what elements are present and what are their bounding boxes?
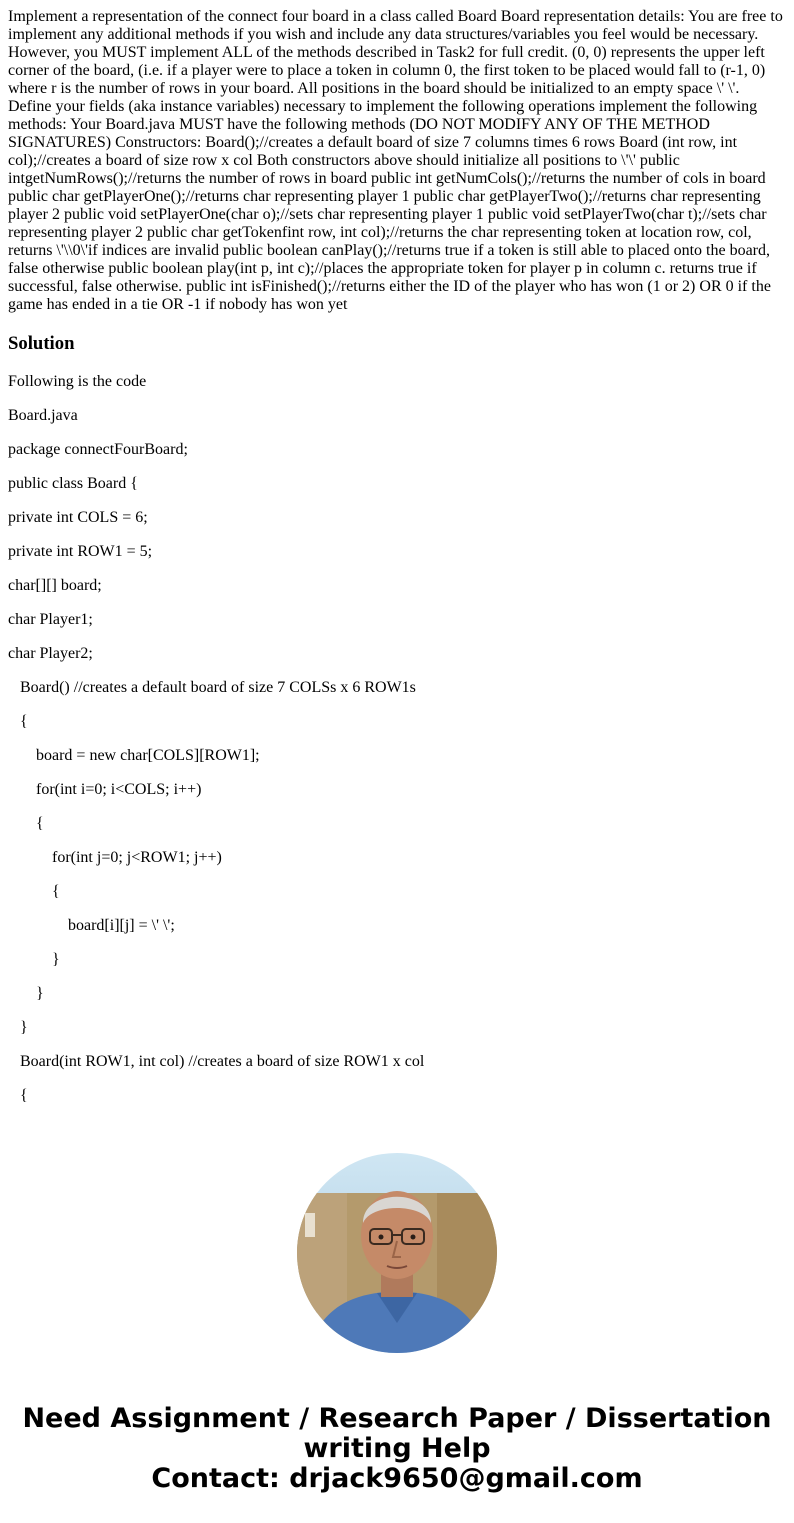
code-line: public class Board { xyxy=(8,475,138,492)
code-line: } xyxy=(8,1019,28,1036)
code-line: Board() //creates a default board of size 7 COLSs x 6 ROW1s xyxy=(8,679,416,696)
document-body xyxy=(8,8,786,1104)
code-line: Board.java xyxy=(8,407,78,424)
author-photo xyxy=(297,1153,497,1353)
footer-help-text: Need Assignment / Research Paper / Dissertation writing Help xyxy=(22,1403,772,1464)
code-line: char Player1; xyxy=(8,611,93,628)
code-line: for(int i=0; i<COLS; i++) xyxy=(8,781,202,798)
code-line: { xyxy=(8,713,28,730)
code-line: package connectFourBoard; xyxy=(8,441,188,458)
solution-code xyxy=(8,373,786,1121)
code-line: } xyxy=(8,985,44,1002)
code-line: board[i][j] = \' \'; xyxy=(8,917,175,934)
code-line: { xyxy=(8,883,60,900)
footer-contact-text: Contact: drjack9650@gmail.com xyxy=(151,1463,643,1494)
code-line: char Player2; xyxy=(8,645,93,662)
code-line: private int COLS = 6; xyxy=(8,509,148,526)
code-line: board = new char[COLS][ROW1]; xyxy=(8,747,260,764)
author-portrait-image xyxy=(297,1153,497,1353)
code-line: for(int j=0; j<ROW1; j++) xyxy=(8,849,222,866)
code-line: char[][] board; xyxy=(8,577,102,594)
code-line: { xyxy=(8,815,44,832)
solution-heading: Solution xyxy=(8,333,75,354)
code-line: { xyxy=(8,1087,28,1104)
code-line: Board(int ROW1, int col) //creates a board of size ROW1 x col xyxy=(8,1053,425,1070)
question-text: Implement a representation of the connect four board in a class called Board Board representation details: You are free to implement any additional methods if you wish and include any data structures/variables you feel would be necessary. However, you MUST implement ALL of the methods described in Task2 for full credit. (0, 0) represents the upper left corner of the board, (i.e. if a player were to place a token in column 0, the first token to be placed would fall to (r-1, 0) where r is the number of rows in your board. All positions in the board should be initialized to an empty space \' \'. Define your fields (aka instance variables) necessary to implement the following operations implement the following methods: Your Board.java MUST have the following methods (DO NOT MODIFY ANY OF THE METHOD SIGNATURES) Constructors: Board();//creates a default board of size 7 columns times 6 rows Board (int row, int col);//creates a board of size row x col Both constructors above should initialize all positions to \'\' public intgetNumRows();//returns the number of rows in board public int getNumCols();//returns the number of cols in board public char getPlayerOne();//returns char representing player 1 public char getPlayerTwo();//returns char representing player 2 public void setPlayerOne(char o);//sets char representing player 1 public void setPlayerTwo(char t);//sets char representing player 2 public char getTokenfint row, int col);//returns the char representing token at location row, col, returns \'\\0\'if indices are invalid public boolean canPlay();//returns true if a token is still able to placed onto the board, false otherwise public boolean play(int p, int c);//places the appropriate token for player p in column c. returns true if successful, false otherwise. public int isFinished();//returns either the ID of the player who has won (1 or 2) OR 0 if the game has ended in a tie OR -1 if nobody has won yet xyxy=(8,8,783,313)
code-line: } xyxy=(8,951,60,968)
code-line: Following is the code xyxy=(8,373,147,390)
code-line: private int ROW1 = 5; xyxy=(8,543,153,560)
